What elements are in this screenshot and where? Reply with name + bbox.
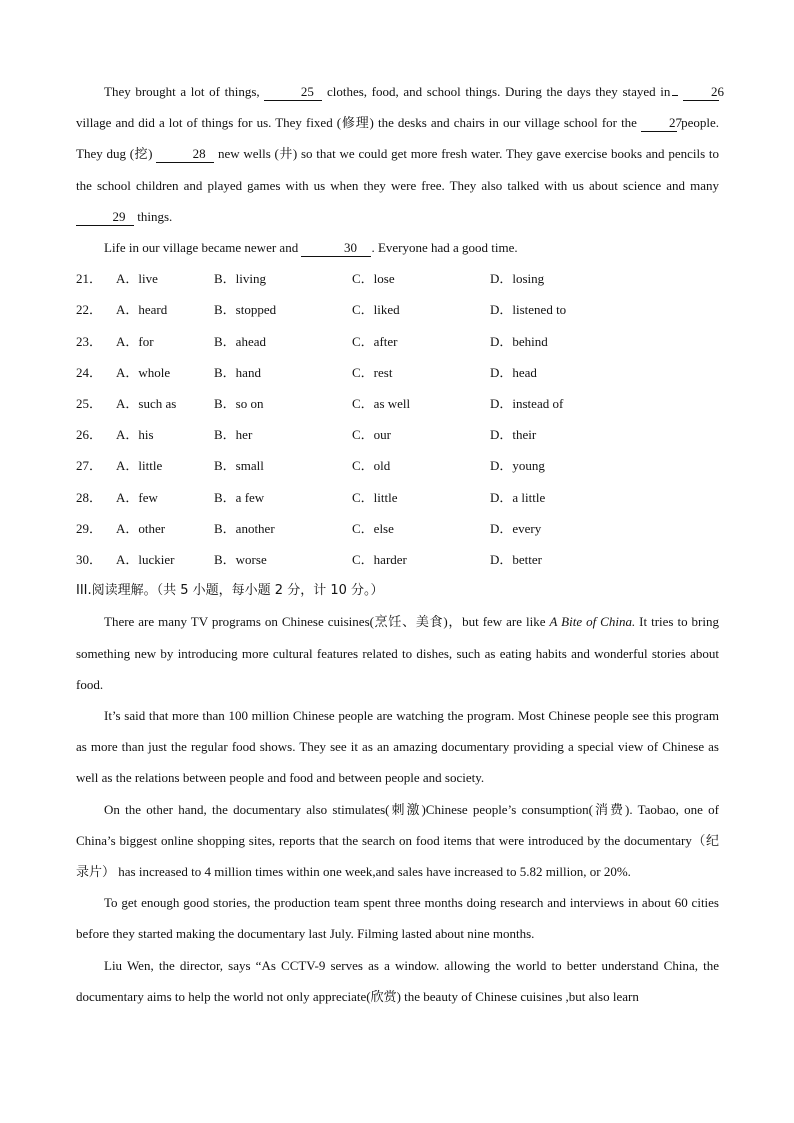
question-row: [76, 450, 719, 481]
question-row: [76, 419, 719, 450]
option-d: D．young: [490, 458, 545, 474]
option-d: D．every: [490, 520, 542, 536]
program-title: A Bite of China.: [549, 614, 636, 630]
option-d: D．listened to: [490, 302, 567, 318]
question-row: [76, 263, 719, 294]
option-b: B．another: [214, 520, 275, 536]
question-row: [76, 294, 719, 325]
option-b: B．her: [214, 427, 253, 443]
option-d: D．instead of: [490, 395, 564, 411]
question-number: 30．: [76, 551, 103, 567]
question-number: 25．: [76, 395, 103, 411]
question-number: 28．: [76, 489, 103, 505]
reading-paragraph-2: It’s said that more than 100 million Chinese people are watching the program. Most Chinese people see this program as more than just the regular food shows. They see it as an amazing documentary providing a special view of Chinese as well as the relations between people and food and between people and society.: [76, 707, 719, 786]
option-c: C．else: [352, 520, 394, 536]
option-a: A．such as: [116, 395, 177, 411]
option-d: D．losing: [490, 271, 545, 287]
option-c: C．old: [352, 458, 391, 474]
text: people. They dug (挖): [76, 115, 720, 162]
option-c: C．liked: [352, 302, 400, 318]
section-heading: III.阅读理解。（共 5 小题，每小题 2 分，计 10 分。）: [76, 583, 384, 599]
question-number: 27．: [76, 458, 103, 474]
cloze-paragraph-2: [76, 232, 719, 263]
text: It tries to bring something new by introducing more cultural features related to dishes, such as eating habits and wonderful stories about food.: [76, 614, 719, 692]
blank-27: 27: [641, 115, 677, 132]
option-d: D．behind: [490, 333, 548, 349]
option-d: D．head: [490, 364, 537, 380]
blank-25: 25: [264, 84, 322, 101]
text: village and did a lot of things for us. They fixed (修理) the desks and chairs in our village school for the: [76, 115, 637, 131]
cloze-paragraph-1: [76, 76, 725, 232]
text: things.: [137, 208, 173, 224]
reading-paragraph-1: [76, 606, 719, 700]
question-row: [76, 388, 719, 419]
text: new wells (井) so that we could get more fresh water. They gave exercise books and pencils to the school children and played games with us when they were free. They also talked with us about science and many: [76, 146, 720, 193]
reading-paragraph-4: To get enough good stories, the production team spent three months doing research and interviews in about 60 cities before they started making the documentary last July. Filming lasted about nine months.: [76, 895, 719, 942]
text: They brought a lot of things,: [104, 84, 260, 99]
blank-30: 30: [301, 240, 371, 257]
question-row: [76, 326, 719, 357]
option-a: A．few: [116, 489, 158, 505]
content-area: [76, 76, 725, 1012]
question-number: 29．: [76, 520, 103, 536]
option-a: A．whole: [116, 364, 171, 380]
blank-29: 29: [76, 209, 134, 226]
text: Life in our village became newer and: [104, 240, 299, 256]
option-d: D．a little: [490, 489, 546, 505]
option-a: A．little: [116, 458, 163, 474]
option-b: B．so on: [214, 395, 264, 411]
question-number: 21．: [76, 271, 103, 287]
option-c: C．harder: [352, 551, 407, 567]
blank-28: 28: [156, 146, 214, 163]
question-number: 24．: [76, 364, 103, 380]
question-number: 26．: [76, 427, 103, 443]
option-c: C．rest: [352, 364, 393, 380]
option-c: C．little: [352, 489, 398, 505]
option-b: B．small: [214, 458, 264, 474]
text: . Everyone had a good time.: [371, 240, 518, 256]
question-number: 23．: [76, 333, 103, 349]
option-d: D．their: [490, 427, 537, 443]
question-number: 22．: [76, 302, 103, 318]
reading-paragraph-5: Liu Wen, the director, says “As CCTV-9 serves as a window. allowing the world to better understand China, the documentary aims to help the world not only appreciate(欣赏) the beauty of Chinese cuisines ,but also learn: [76, 957, 719, 1004]
option-a: A．his: [116, 427, 154, 443]
option-b: B．living: [214, 271, 267, 287]
option-a: A．heard: [116, 302, 168, 318]
option-a: A．live: [116, 271, 158, 287]
question-row: [76, 513, 719, 544]
option-a: A．for: [116, 333, 154, 349]
text: clothes, food, and school things. During the days they stayed in: [326, 84, 671, 99]
option-a: A．luckier: [116, 551, 175, 567]
text: There are many TV programs on Chinese cuisines(烹饪、美食)，but few are like: [104, 614, 550, 630]
question-row: [76, 357, 719, 388]
question-row: [76, 544, 719, 575]
option-b: B．hand: [214, 364, 261, 380]
blank-26: 26: [683, 84, 719, 101]
question-options: [76, 263, 719, 575]
option-d: D．better: [490, 551, 542, 567]
option-c: C．after: [352, 333, 398, 349]
question-row: [76, 482, 719, 513]
option-b: B．ahead: [214, 333, 266, 349]
option-a: A．other: [116, 520, 166, 536]
option-b: B．stopped: [214, 302, 277, 318]
option-b: B．worse: [214, 551, 267, 567]
option-c: C．our: [352, 427, 392, 443]
blank-tick: [672, 95, 678, 96]
option-c: C．as well: [352, 395, 411, 411]
reading-paragraph-3: On the other hand, the documentary also stimulates(刺激)Chinese people’s consumption(消费). Taobao, one of China’s biggest online shopping sites, reports that the search on food items that were introduced by the documentary（纪录片） has increased to 4 million times within one week,and sales have increased to 5.82 million, or 20%.: [76, 801, 719, 879]
option-b: B．a few: [214, 489, 265, 505]
option-c: C．lose: [352, 271, 395, 287]
